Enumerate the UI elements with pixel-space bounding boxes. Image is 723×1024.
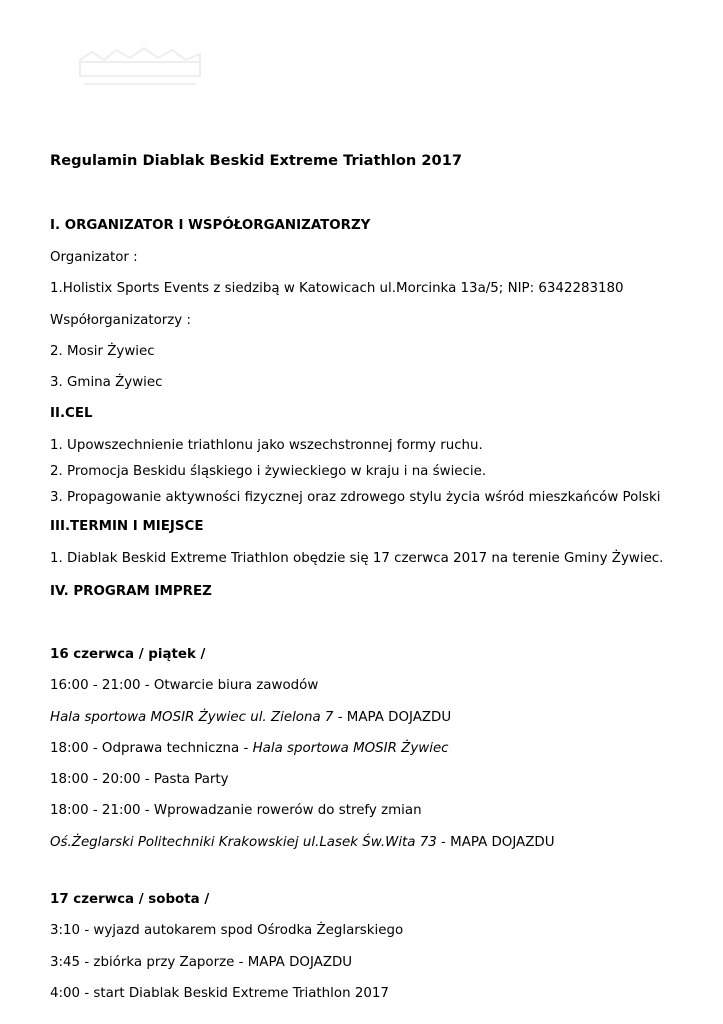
schedule-venue-1: [50, 709, 451, 727]
goal-item-1: 1. Upowszechnienie triathlonu jako wszechstronnej formy ruchu.: [50, 438, 483, 453]
coorganizers-label: Współorganizatorzy :: [50, 313, 191, 328]
goal-item-2: 2. Promocja Beskidu śląskiego i żywieckiego w kraju i na świecie.: [50, 464, 487, 479]
coorganizer-item-3: 3. Gmina Żywiec: [50, 375, 163, 390]
organizer-label: Organizator :: [50, 250, 138, 265]
schedule-meeting: 3:45 - zbiórka przy Zaporze - MAPA DOJAZDU: [50, 955, 353, 970]
venue-1-name: Hala sportowa MOSIR Żywiec ul. Zielona 7: [50, 710, 334, 725]
schedule-venue-2: [50, 834, 555, 852]
venue-2-map-link[interactable]: - MAPA DOJAZDU: [436, 835, 555, 850]
schedule-pasta-party: 18:00 - 20:00 - Pasta Party: [50, 772, 229, 787]
briefing-text: 18:00 - Odprawa techniczna -: [50, 741, 253, 756]
coorganizer-item-2: 2. Mosir Żywiec: [50, 344, 155, 359]
day-2-heading: 17 czerwca / sobota /: [50, 892, 210, 907]
section-2-heading: II.CEL: [50, 406, 93, 421]
event-logo-watermark: [74, 40, 206, 92]
schedule-briefing: [50, 740, 449, 758]
goal-item-3: 3. Propagowanie aktywności fizycznej oraz zdrowego stylu życia wśród mieszkańców Polski: [50, 490, 661, 505]
schedule-start: 4:00 - start Diablak Beskid Extreme Triathlon 2017: [50, 986, 389, 1001]
schedule-office: 16:00 - 21:00 - Otwarcie biura zawodów: [50, 678, 319, 693]
venue-2-name: Oś.Żeglarski Politechniki Krakowskiej ul.Lasek Św.Wita 73: [50, 835, 437, 850]
document-title: Regulamin Diablak Beskid Extreme Triathlon 2017: [50, 152, 463, 169]
section-4-heading: IV. PROGRAM IMPREZ: [50, 584, 212, 599]
schedule-bus: 3:10 - wyjazd autokarem spod Ośrodka Żeglarskiego: [50, 923, 404, 938]
schedule-bikes: 18:00 - 21:00 - Wprowadzanie rowerów do strefy zmian: [50, 803, 422, 818]
section-3-heading: III.TERMIN I MIEJSCE: [50, 519, 204, 534]
organizer-item-1: 1.Holistix Sports Events z siedzibą w Katowicach ul.Morcinka 13a/5; NIP: 6342283180: [50, 281, 624, 296]
venue-1-map-link[interactable]: - MAPA DOJAZDU: [333, 710, 452, 725]
section-1-heading: I. ORGANIZATOR I WSPÓŁORGANIZATORZY: [50, 218, 371, 233]
briefing-venue: Hala sportowa MOSIR Żywiec: [252, 741, 449, 756]
date-place-item: 1. Diablak Beskid Extreme Triathlon obędzie się 17 czerwca 2017 na terenie Gminy Żywiec.: [50, 551, 664, 566]
day-1-heading: 16 czerwca / piątek /: [50, 647, 206, 662]
